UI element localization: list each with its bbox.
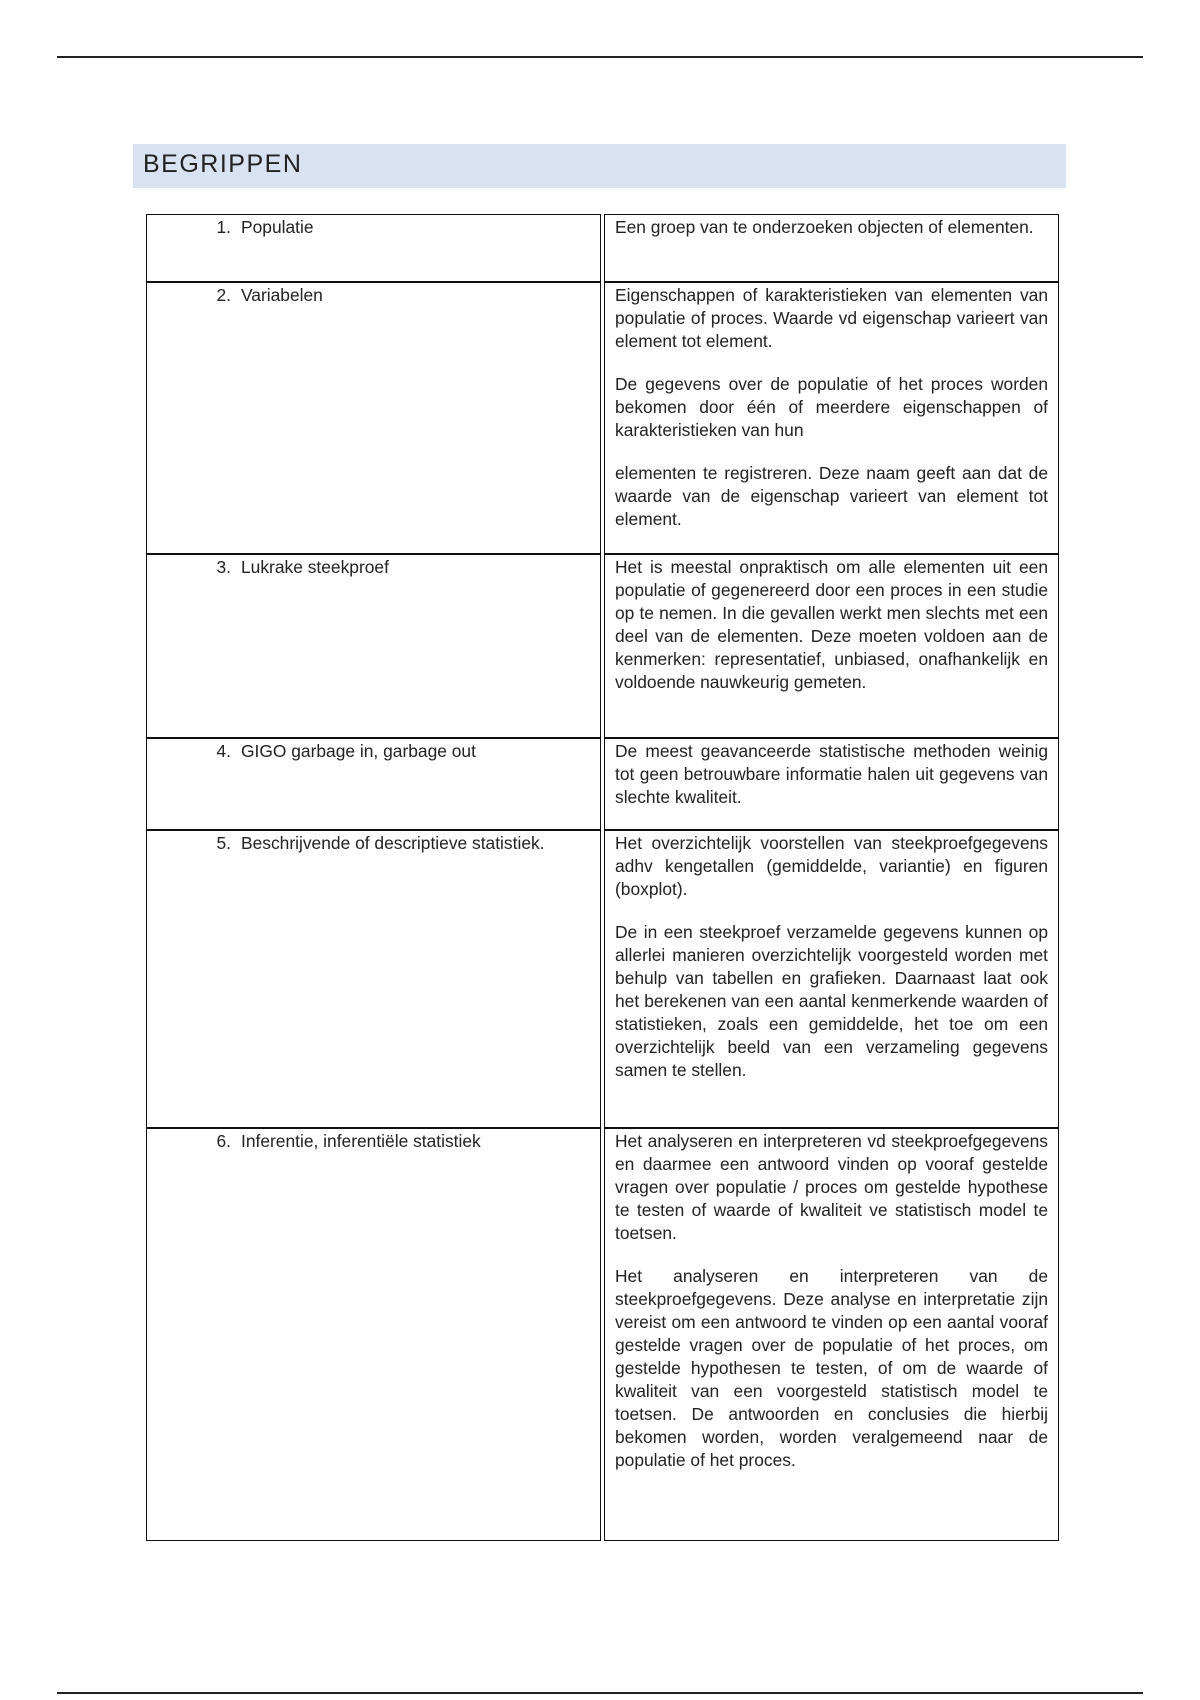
term-number: 5 . — [193, 832, 241, 855]
term-cell — [146, 554, 601, 738]
definition-text: De meest geavanceerde statistische methoden weinig tot geen betrouwbare informatie halen uit gegevens van slechte kwaliteit. — [615, 741, 1048, 807]
section-heading-text: BEGRIPPEN — [143, 150, 303, 178]
term-cell — [146, 830, 601, 1128]
definition-text: De gegevens over de populatie of het proces worden bekomen door één of meerdere eigenschappen of karakteristieken van hun — [615, 374, 1048, 440]
term-cell — [146, 1128, 601, 1541]
definition-text: Het analyseren en interpreteren vd steekproefgegevens en daarmee een antwoord vinden op vooraf gestelde vragen over populatie / proces om gestelde hypothese te testen of waarde of kwaliteit ve statistisch model te toetsen. — [615, 1131, 1048, 1243]
table-row — [146, 214, 1059, 282]
definition-text: Het analyseren en interpreteren van de steekproefgegevens. Deze analyse en interpretatie zijn vereist om een antwoord te vinden op een aantal vooraf gestelde vragen over de populatie of het proces, om gestelde hypothesen te testen, of om de waarde of kwaliteit van een voorgesteld statistisch model te toetsen. De antwoorden en conclusies die hierbij bekomen worden, worden veralgemeend naar de populatie of het proces. — [615, 1266, 1048, 1470]
definition-cell — [604, 214, 1059, 282]
footer-rule — [57, 1692, 1143, 1694]
term-number: 6 . — [193, 1130, 241, 1153]
section-heading — [133, 144, 1066, 188]
definition-text: Eigenschappen of karakteristieken van elementen van populatie of proces. Waarde vd eigenschap varieert van element tot element. — [615, 285, 1048, 351]
header-rule — [57, 56, 1143, 58]
definition-cell — [604, 830, 1059, 1128]
term-label: Populatie — [241, 217, 314, 237]
table-row — [146, 554, 1059, 738]
table-row — [146, 738, 1059, 830]
table-row — [146, 282, 1059, 554]
definition-text: De in een steekproef verzamelde gegevens kunnen op allerlei manieren overzichtelijk voorgesteld worden met behulp van tabellen en grafieken. Daarnaast laat ook het berekenen van een aantal kenmerkende waarden of statistieken, zoals een gemiddelde, het toe om een overzichtelijk beeld van een verzameling gegevens samen te stellen. — [615, 922, 1048, 1080]
term-number: 3 . — [193, 556, 241, 579]
term-label: GIGO garbage in, garbage out — [241, 741, 476, 761]
term-label: Beschrijvende of descriptieve statistiek. — [241, 833, 545, 853]
term-cell — [146, 282, 601, 554]
definition-text: elementen te registreren. Deze naam geeft aan dat de waarde van de eigenschap varieert van element tot element. — [615, 463, 1048, 529]
term-label: Inferentie, inferentiële statistiek — [241, 1131, 481, 1151]
definition-text: Het is meestal onpraktisch om alle elementen uit een populatie of gegenereerd door een proces in een studie op te nemen. In die gevallen werkt men slechts met een deel van de elementen. Deze moeten voldoen aan de kenmerken: representatief, unbiased, onafhankelijk en voldoende nauwkeurig gemeten. — [615, 557, 1048, 692]
term-number: 1 . — [193, 216, 241, 239]
term-cell — [146, 214, 601, 282]
definition-cell — [604, 1128, 1059, 1541]
terms-table — [143, 214, 1062, 1541]
term-number: 2 . — [193, 284, 241, 307]
definition-cell — [604, 554, 1059, 738]
term-cell — [146, 738, 601, 830]
table-row — [146, 830, 1059, 1128]
term-label: Lukrake steekproef — [241, 557, 389, 577]
term-label: Variabelen — [241, 285, 323, 305]
term-number: 4 . — [193, 740, 241, 763]
definition-cell — [604, 282, 1059, 554]
definition-text: Het overzichtelijk voorstellen van steekproefgegevens adhv kengetallen (gemiddelde, variantie) en figuren (boxplot). — [615, 833, 1048, 899]
table-row — [146, 1128, 1059, 1541]
definition-cell — [604, 738, 1059, 830]
definition-text: Een groep van te onderzoeken objecten of elementen. — [615, 217, 1034, 237]
